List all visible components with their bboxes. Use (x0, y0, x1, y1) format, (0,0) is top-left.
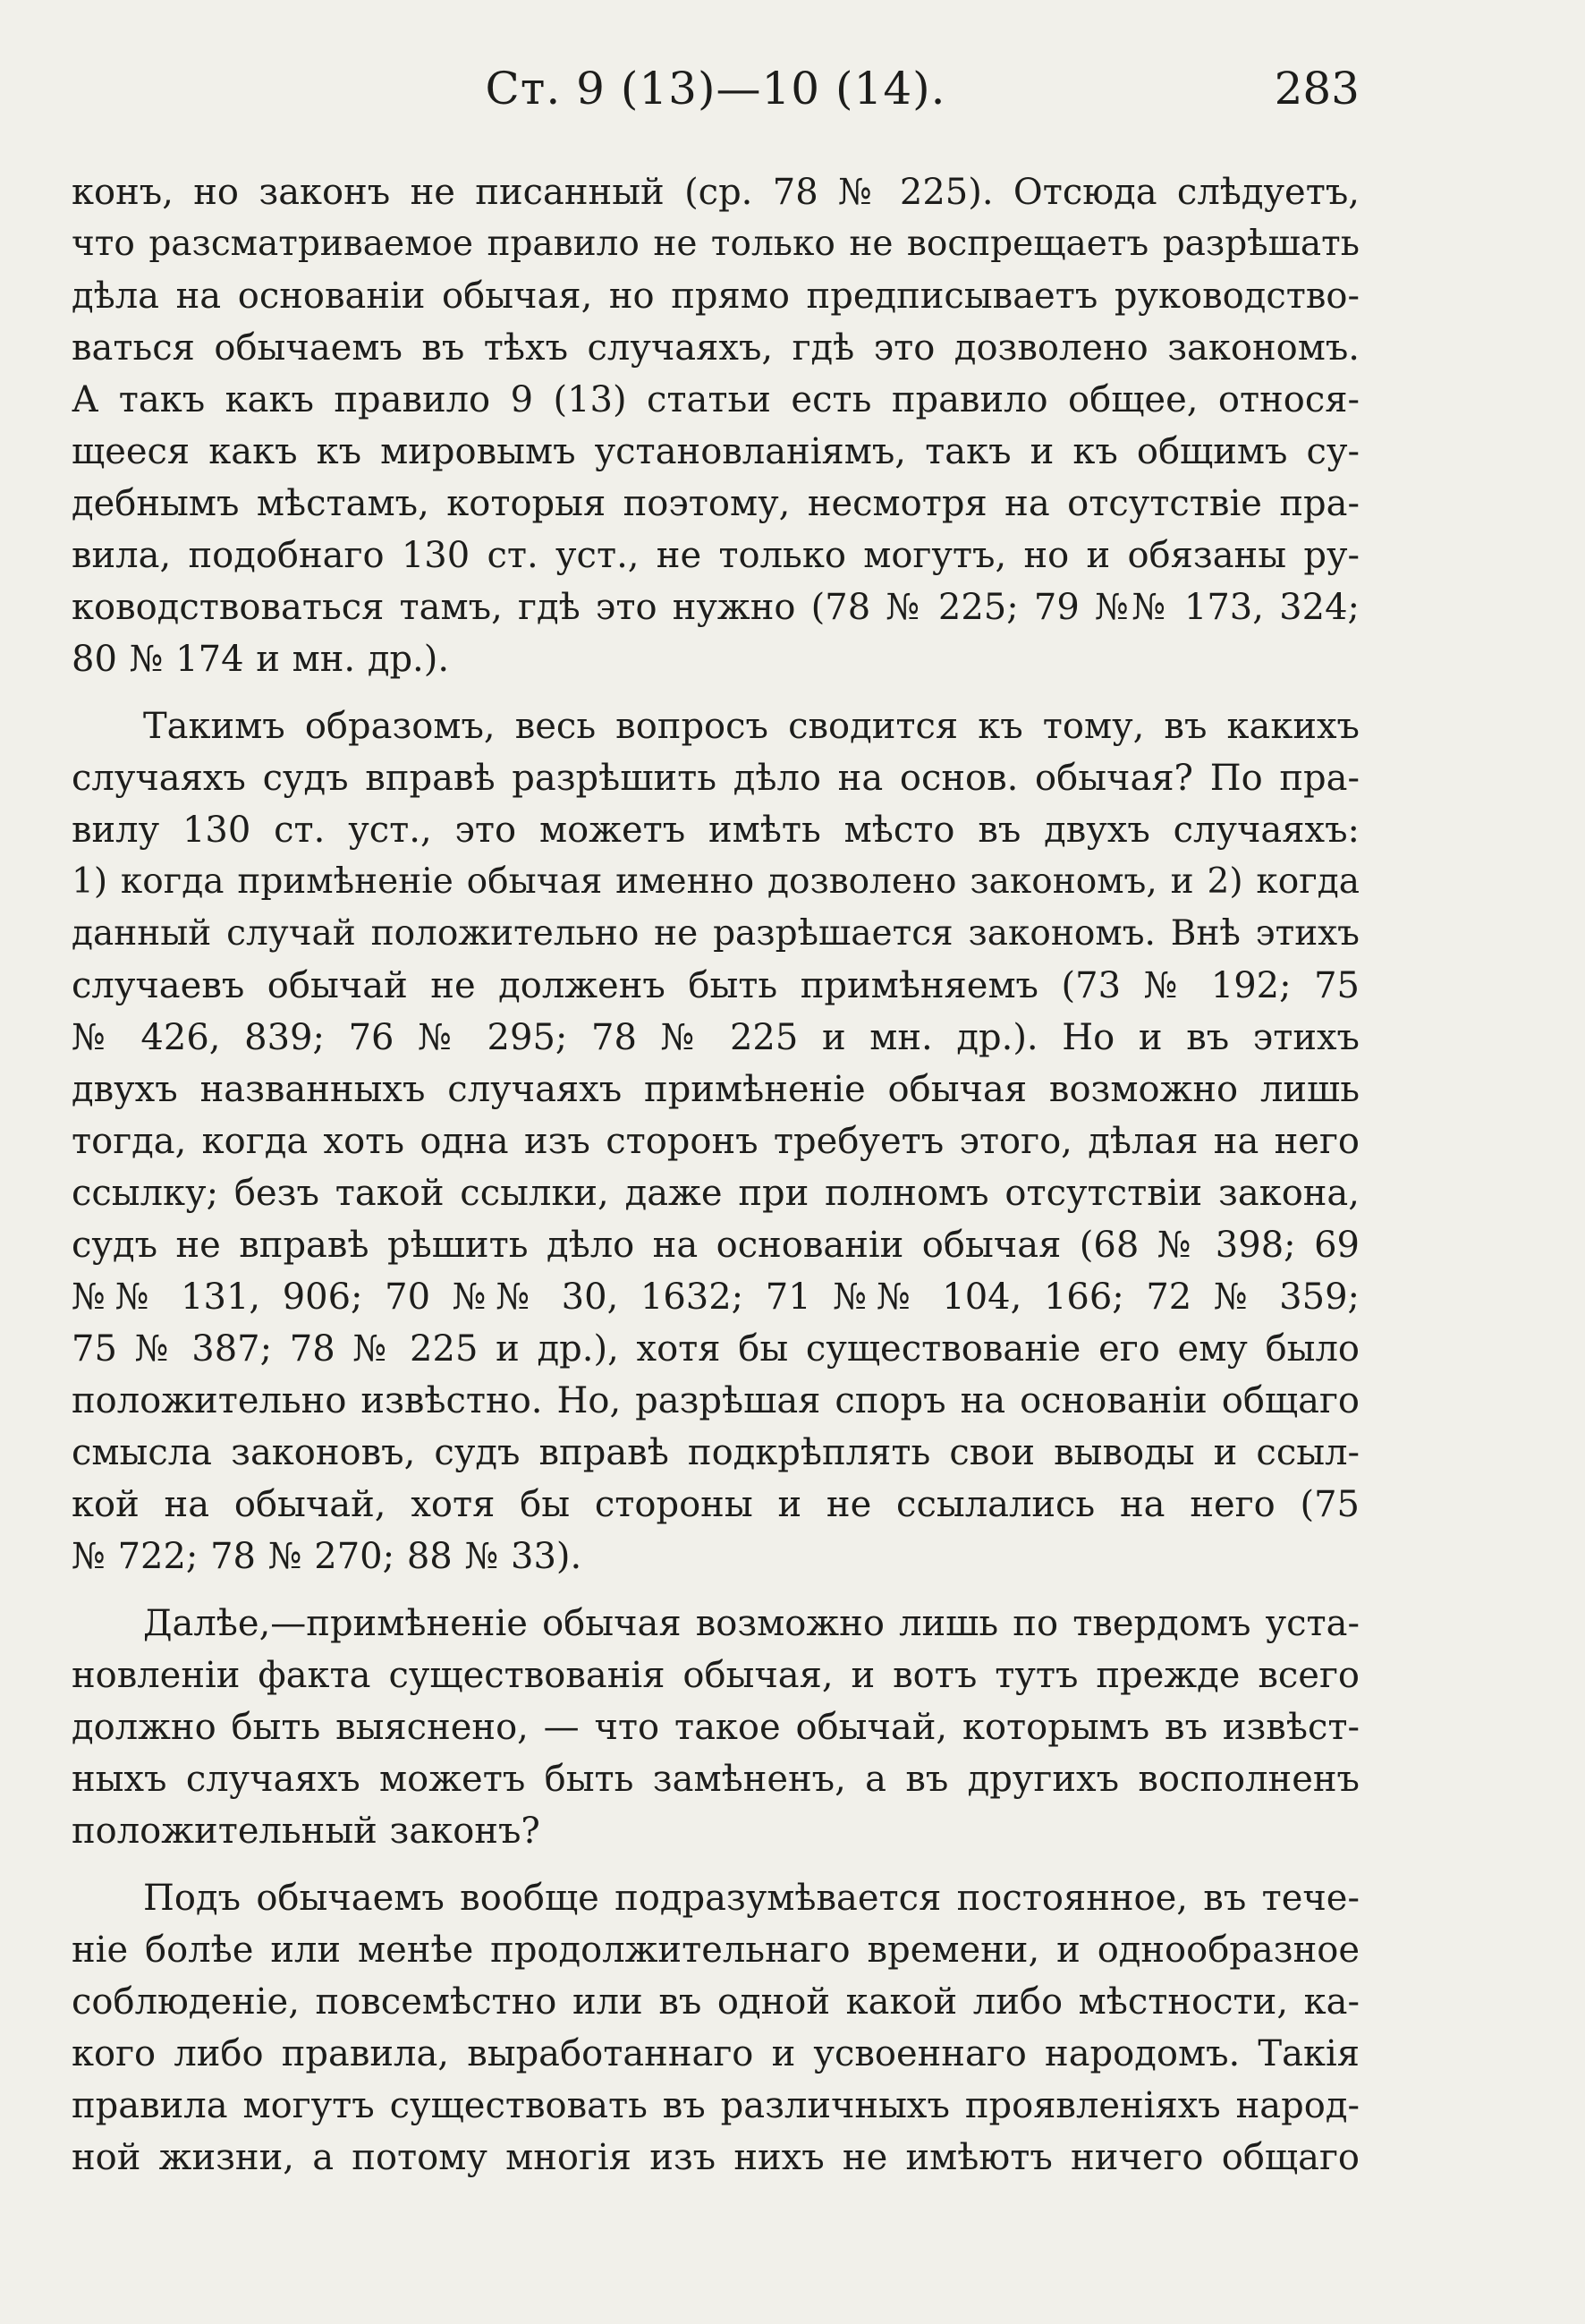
text-line: двухъ названныхъ случаяхъ примѣненiе обычая возможно лишь (72, 1069, 1360, 1110)
text-line: А такъ какъ правило 9 (13) статьи есть правило общее, относя- (72, 379, 1360, 420)
text-line: судъ не вправѣ рѣшить дѣло на основанiи обычая (68 № 398; 69 (72, 1225, 1360, 1266)
text-line: ководствоваться тамъ, гдѣ это нужно (78 № 225; 79 №№ 173, 324; (72, 587, 1360, 628)
text-line: Такимъ образомъ, весь вопросъ сводится къ тому, въ какихъ (143, 706, 1360, 747)
body-text (72, 166, 1360, 2199)
text-line: должно быть выяснено, — что такое обычай, которымъ въ извѣст- (72, 1707, 1360, 1748)
paragraph (72, 1598, 1360, 1857)
text-line: 1) когда примѣненiе обычая именно дозволено закономъ, и 2) когда (72, 861, 1360, 902)
text-line: 80 № 174 и мн. др.). (72, 639, 450, 680)
text-line: положительно извѣстно. Но, разрѣшая споръ на основанiи общаго (72, 1380, 1360, 1421)
text-line: положительный законъ? (72, 1811, 540, 1852)
text-line: случаевъ обычай не долженъ быть примѣняемъ (73 № 192; 75 (72, 965, 1360, 1006)
text-line: ваться обычаемъ въ тѣхъ случаяхъ, гдѣ это дозволено закономъ. (72, 327, 1360, 369)
text-line: кого либо правила, выработаннаго и усвоеннаго народомъ. Такiя (72, 2033, 1360, 2074)
text-line: №№ 131, 906; 70 №№ 30, 1632; 71 №№ 104, 166; 72 № 359; (72, 1277, 1360, 1318)
text-line: № 426, 839; 76 № 295; 78 № 225 и мн. др.). Но и въ этихъ (72, 1017, 1360, 1058)
text-line: смысла законовъ, судъ вправѣ подкрѣплять свои выводы и ссыл- (72, 1432, 1360, 1473)
text-line: ссылку; безъ такой ссылки, даже при полномъ отсутствiи закона, (72, 1173, 1360, 1214)
text-line: вилу 130 ст. уст., это можетъ имѣть мѣсто въ двухъ случаяхъ: (72, 810, 1360, 851)
text-line: щееся какъ къ мировымъ установланiямъ, такъ и къ общимъ су- (72, 431, 1360, 472)
text-line: соблюденiе, повсемѣстно или въ одной какой либо мѣстности, ка- (72, 1981, 1360, 2023)
text-line: кой на обычай, хотя бы стороны и не ссылались на него (75 (72, 1484, 1360, 1525)
text-line: дебнымъ мѣстамъ, которыя поэтому, несмотря на отсутствiе пра- (72, 483, 1360, 524)
paragraph (72, 1872, 1360, 2184)
text-line: ной жизни, а потому многiя изъ нихъ не имѣютъ ничего общаго (72, 2137, 1360, 2178)
text-line: вила, подобнаго 130 ст. уст., не только могутъ, но и обязаны ру- (72, 535, 1360, 576)
running-title: Ст. 9 (13)—10 (14). (485, 63, 946, 115)
running-head (72, 63, 1360, 125)
paragraph (72, 700, 1360, 1582)
text-line: ныхъ случаяхъ можетъ быть замѣненъ, а въ другихъ восполненъ (72, 1759, 1360, 1800)
text-line: 75 № 387; 78 № 225 и др.), хотя бы существованiе его ему было (72, 1328, 1360, 1370)
text-line: № 722; 78 № 270; 88 № 33). (72, 1536, 582, 1577)
paragraph (72, 166, 1360, 685)
text-line: конъ, но законъ не писанный (ср. 78 № 225). Отсюда слѣдуетъ, (72, 172, 1360, 213)
text-line: тогда, когда хоть одна изъ сторонъ требуетъ этого, дѣлая на него (72, 1121, 1360, 1162)
text-line: Подъ обычаемъ вообще подразумѣвается постоянное, въ тече- (143, 1878, 1360, 1919)
text-line: правила могутъ существовать въ различныхъ проявленiяхъ народ- (72, 2085, 1360, 2126)
text-line: Далѣе,—примѣненiе обычая возможно лишь по твердомъ уста- (143, 1603, 1360, 1644)
text-line: новленiи факта существованiя обычая, и вотъ тутъ прежде всего (72, 1655, 1360, 1696)
page-number: 283 (1274, 63, 1360, 115)
text-line: что разсматриваемое правило не только не воспрещаетъ разрѣшать (72, 224, 1360, 264)
text-line: данный случай положительно не разрѣшается закономъ. Внѣ этихъ (72, 913, 1360, 954)
text-line: нiе болѣе или менѣе продолжительнаго времени, и однообразное (72, 1930, 1360, 1971)
text-line: дѣла на основанiи обычая, но прямо предписываетъ руководство- (72, 276, 1360, 317)
text-line: случаяхъ судъ вправѣ разрѣшить дѣло на основ. обычая? По пра- (72, 758, 1360, 799)
